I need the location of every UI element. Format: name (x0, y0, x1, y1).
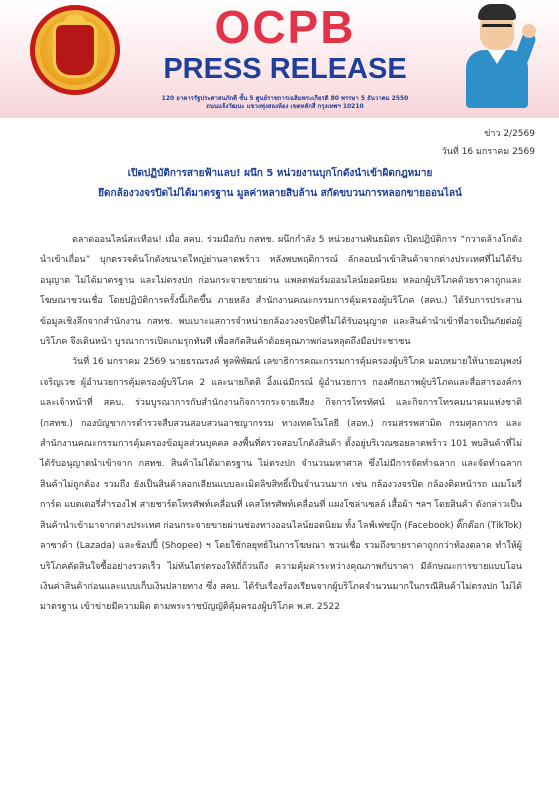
ocpb-seal-logo (30, 5, 120, 95)
article-paragraph-2: วันที่ 16 มกราคม 2569 นายธรณรงค์ พูลพิพัฒน์ เลขาธิการคณะกรรมการคุ้มครองผู้บริโภค มอบหมายให้นายอนุพงษ์ เจริญเวช ผู้อำนวยการคุ้มครองผู้บริโภค 2 และนายกิตติ อิ้งแฉ่มีกรณ์ ผู้อำนวยการ กองศักยภาพผู้บริโภคและสื่อสารองค์กร และเจ้าหน้าที่ สคบ. ร่วมบูรณาการกับสำนักงานกิจการกระจายเสียง กิจการโทรทัศน์ และกิจการโทรคมนาคมแห่งชาติ (กสทช.) กองบัญชาการตำรวจสืบสวนสอบสวนอาชญากรรม ทางเทคโนโลยี (สอท.) กรมสรรพสามิต กรมศุลกากร และสำนักงานคณะกรรมการคุ้มครองข้อมูลส่วนบุคคล ลงพื้นที่ตรวจสอบโกดังสินค้า ตั้งอยู่บริเวณซอยลาดพร้าว 101 พบสินค้าที่ไม่ได้รับอนุญาตนำเข้าจาก กสทช. สินค้าไม่ได้มาตรฐาน ไม่ตรงปก จำนวนมหาศาล ซึ่งไม่มีการจัดทำฉลาก และจัดทำฉลากสินค้าไม่ถูกต้อง รวมถึง ยังเป็นสินค้าลอกเลียนแบบละเมิดลิขสิทธิ์เป็นจำนวนมาก เช่น กล้องวงจรปิด กล้องติดหน้ารถ เมมโมรี่การ์ด แบตเตอรี่สำรองไฟ สายชาร์ตโทรศัพท์เคลื่อนที่ เคสโทรศัพท์เคลื่อนที่ แผงโซล่าเซลล์ เสื้อผ้า ฯลฯ โดยสินค้า ดังกล่าวเป็นสินค้านำเข้ามาจากต่างประเทศ ก่อนกระจายขายผ่านช่องทางออนไลน์ยอดนิยม ทั้ง ไลฟ์เฟซบุ๊ก (Facebook) ติ๊กต๊อก (TikTok) ลาซาด้า (Lazada) และช้อปปี้ (Shopee) ฯ โดยใช้กลยุทธ์ในการโฆษณา ชวนเชื่อ รวมถึงขายราคาถูกกว่าท้องตลาด ทำให้ผู้บริโภคตัดสินใจซื้ออย่างรวดเร็ว ไม่ทันไตร่ตรองให้ถี่ถ้วนถึง ความคุ้มค่าระหว่างคุณภาพกับราคา มีลักษณะการขายแบบโอนเงินค่าสินค้าก่อนและแบบเก็บเงินปลายทาง ซึ่ง สคบ. ได้รับเรื่องร้องเรียนจากผู้บริโภคจำนวนมากในกรณีสินค้าไม่ตรงปก ไม่ได้มาตรฐาน เข้าข่ายมีความผิด ตามพระราชบัญญัติคุ้มครองผู้บริโภค พ.ศ. 2522 (40, 357, 522, 613)
mascot-hair (478, 4, 516, 20)
mascot-glasses (482, 24, 512, 35)
press-release-header (0, 0, 559, 118)
mascot-illustration (452, 4, 542, 108)
mascot-hand (522, 24, 536, 38)
seal-emblem-icon (56, 25, 94, 75)
brand-title: OCPB (214, 1, 356, 53)
headline-line-2: ยึดกล้องวงจรปิดไม่ได้มาตรฐาน มูลค่าหลายสิบล้าน สกัดขบวนการหลอกขายออนไลน์ (98, 188, 462, 199)
press-release-title: PRESS RELEASE (163, 53, 407, 85)
address-line-2: ถนนแจ้งวัฒนะ แขวงทุ่งสองห้อง เขตหลักสี่ กรุงเทพฯ 10210 (206, 103, 364, 110)
headline-line-1: เปิดปฏิบัติการสายฟ้าแลบ! ผนึก 5 หน่วยงานบุกโกดังนำเข้าผิดกฎหมาย (127, 168, 433, 179)
news-number: ข่าว 2/2569 (484, 129, 535, 139)
article-paragraph-1: ตลาดออนไลน์สะเทือน! เมื่อ สคบ. ร่วมมือกับ กสทช. ผนึกกำลัง 5 หน่วยงานพันธมิตร เปิดปฏิบัติการ “กวาดล้างโกดังนำเข้าเถื่อน” บุกตรวจค้นโกดังขนาดใหญ่ย่านลาดพร้าว หลังพบพฤติการณ์ ลักลอบนำเข้าสินค้าจากต่างประเทศที่ไม่ได้รับอนุญาต ไม่ได้มาตรฐาน และไม่ตรงปก ก่อนกระจายขายผ่าน แพลตฟอร์มออนไลน์ยอดนิยม หลอกผู้บริโภคด้วยราคาถูกและโฆษณาชวนเชื่อ โดยปฏิบัติการครั้งนี้เกิดขึ้น ภายหลัง สำนักงานคณะกรรมการคุ้มครองผู้บริโภค (สคบ.) ได้รับการประสานข้อมูลเชิงลึกจากสำนักงาน กสทช. พบเบาะแสการจำหน่ายกล้องวงจรปิดที่ไม่ได้รับอนุญาต และสินค้านำเข้าที่อาจเป็นภัยต่อผู้บริโภค จึงเดินหน้า บูรณาการเปิดเกมรุกทันที เพื่อสกัดสินค้าด้อยคุณภาพก่อนหลุดถึงมือประชาชน (40, 235, 522, 348)
article-body (40, 230, 522, 618)
release-date: วันที่ 16 มกราคม 2569 (441, 147, 535, 157)
address-block (110, 95, 460, 111)
address-line-1: 120 อาคารรัฐประศาสนภักดี ชั้น 5 ศูนย์ราชการเฉลิมพระเกียรติ 80 พรรษา 5 ธันวาคม 2550 (161, 95, 409, 102)
